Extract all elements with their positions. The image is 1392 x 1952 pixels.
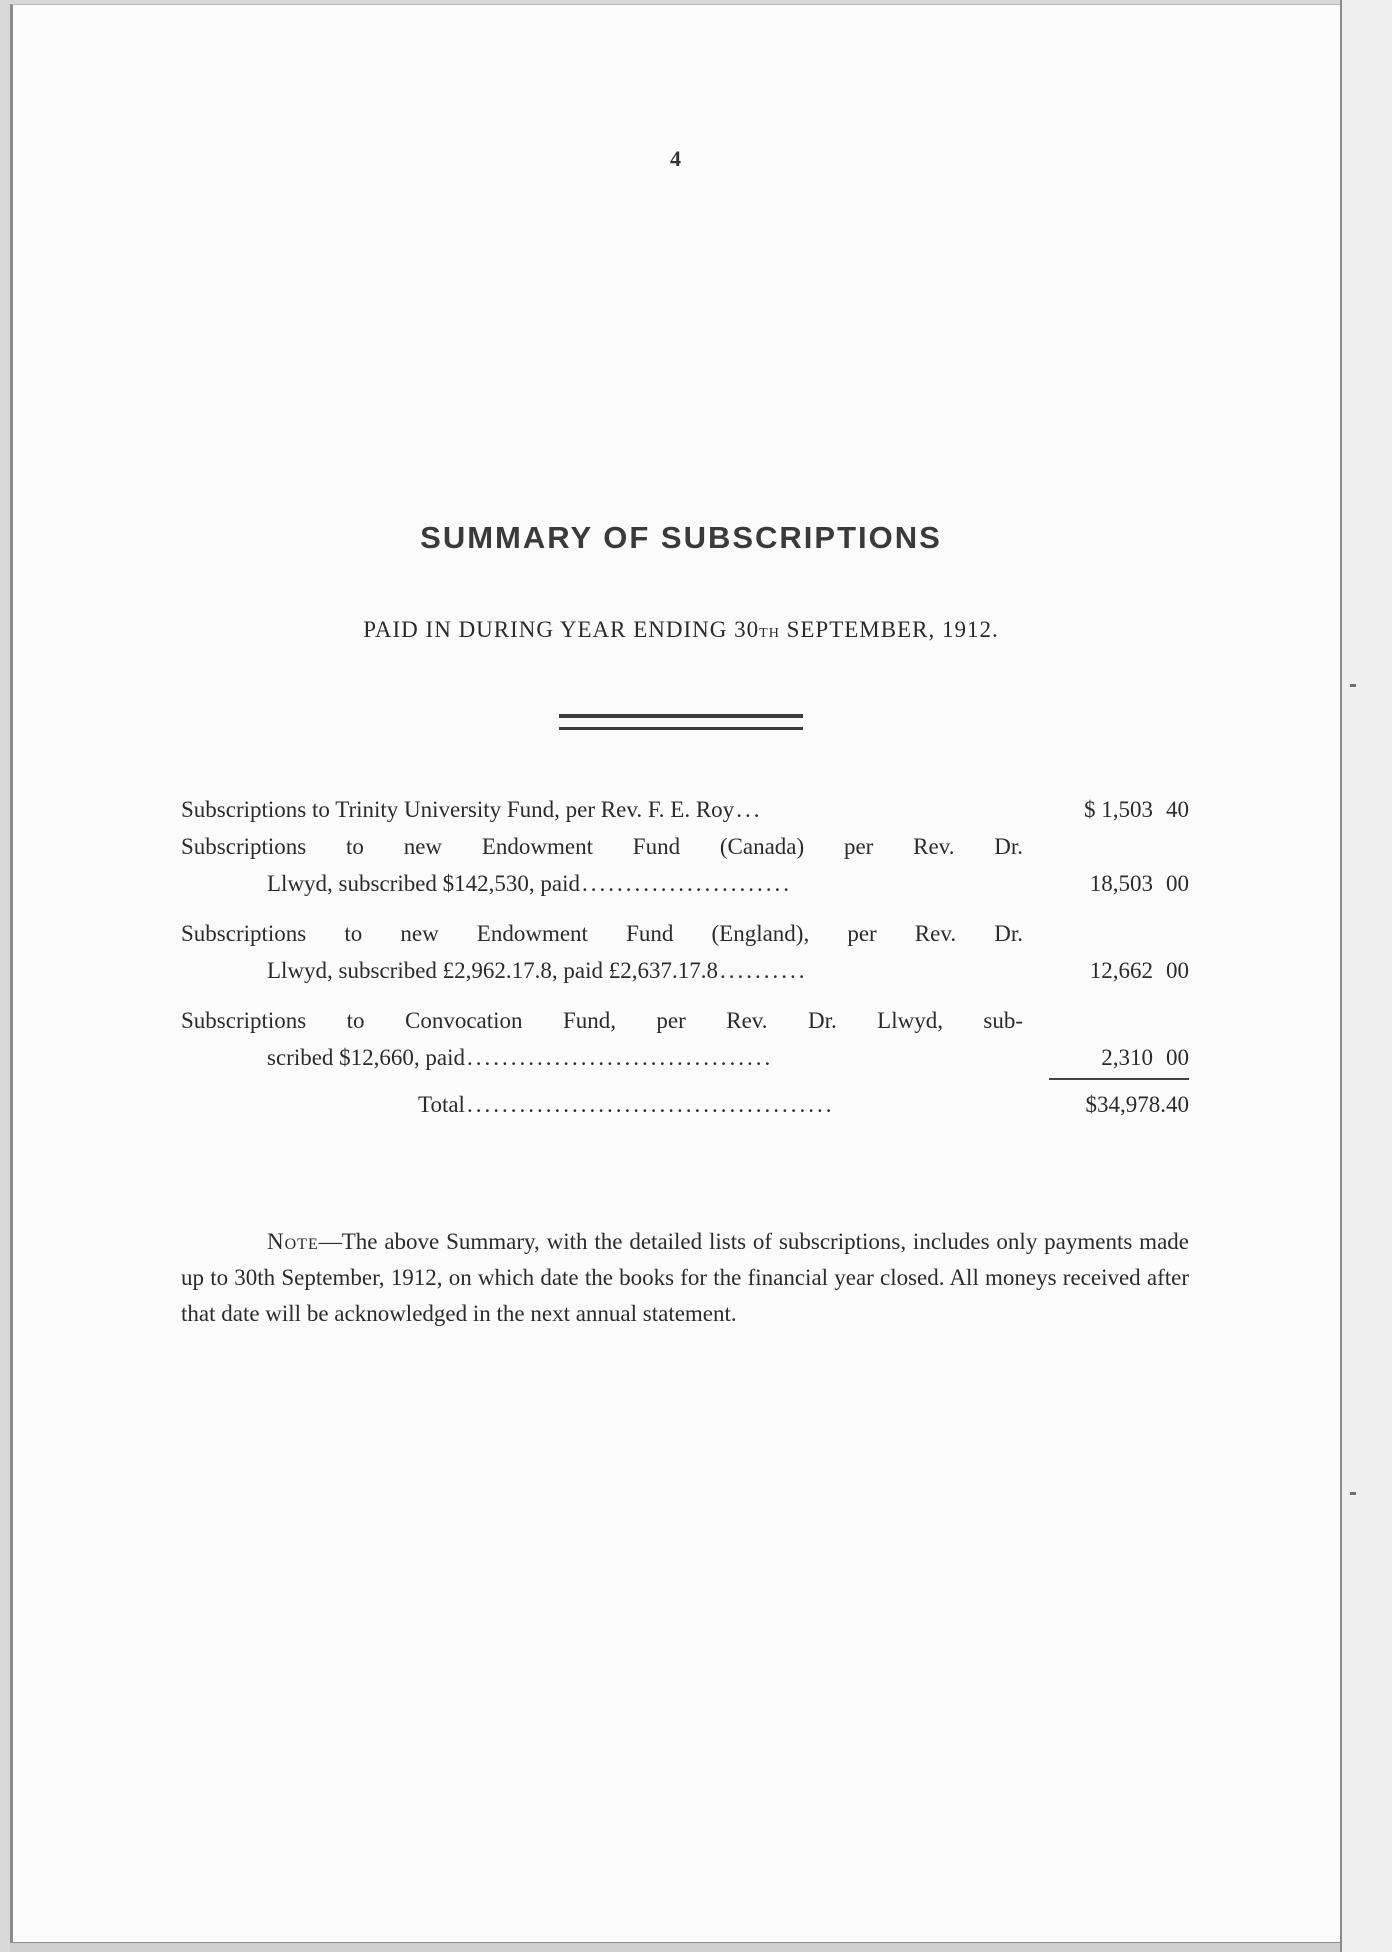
entry-description bbox=[181, 791, 1023, 828]
amount-dollars: 12,662 bbox=[1089, 958, 1153, 983]
dot-leader: .......................................... bbox=[466, 1092, 835, 1117]
entry-text: scribed $12,660, paid bbox=[267, 1045, 466, 1070]
edge-mark bbox=[1350, 1492, 1356, 1495]
dot-leader: ........................ bbox=[582, 871, 793, 896]
amount-cents: 00 bbox=[1166, 958, 1189, 983]
entry-amount bbox=[1023, 1039, 1189, 1080]
footnote bbox=[181, 1224, 1189, 1332]
total-row bbox=[181, 1084, 1189, 1126]
total-description bbox=[181, 1084, 1023, 1126]
amount-underlined bbox=[1049, 1039, 1189, 1080]
currency-sign: $ bbox=[1084, 797, 1102, 822]
entry-description bbox=[181, 952, 1023, 989]
dot-leader: .......... bbox=[720, 958, 808, 983]
total-label: Total bbox=[418, 1092, 465, 1117]
entry-text: Llwyd, subscribed $142,530, paid bbox=[267, 871, 581, 896]
edge-mark bbox=[1350, 684, 1356, 687]
entry-description bbox=[181, 865, 1023, 902]
page-title: SUMMARY OF SUBSCRIPTIONS bbox=[420, 520, 942, 555]
total-amount: $34,978.40 bbox=[1085, 1092, 1189, 1117]
entry-amount bbox=[1023, 791, 1189, 828]
subtitle-text: SEPTEMBER, 1912. bbox=[779, 617, 999, 642]
entry-description bbox=[181, 1039, 1023, 1076]
subtitle-ordinal-suffix: TH bbox=[759, 626, 780, 641]
double-rule-top bbox=[559, 714, 803, 718]
ledger-entry bbox=[181, 828, 1189, 902]
entry-amount bbox=[1023, 952, 1189, 989]
entry-amount bbox=[1023, 865, 1189, 902]
amount-dollars: 18,503 bbox=[1089, 871, 1153, 896]
page-bottom-edge bbox=[10, 1942, 1340, 1952]
amount-dollars: 2,310 bbox=[1101, 1045, 1153, 1070]
amount-cents: 00 bbox=[1166, 871, 1189, 896]
entry-text: Subscriptions to new Endowment Fund (Canada) per Rev. Dr. bbox=[181, 834, 1023, 859]
note-lead: Note bbox=[267, 1229, 319, 1254]
subscriptions-ledger bbox=[181, 791, 1189, 1126]
page-number: 4 bbox=[670, 146, 681, 171]
amount-cents: 00 bbox=[1166, 1045, 1189, 1070]
page-subtitle bbox=[0, 617, 1362, 643]
subtitle-text: PAID IN DURING YEAR ENDING 30 bbox=[363, 617, 760, 642]
entry-text: Llwyd, subscribed £2,962.17.8, paid £2,637.17.8 bbox=[267, 958, 719, 983]
entry-text: Subscriptions to Trinity University Fund, per Rev. F. E. Roy bbox=[181, 797, 735, 822]
dot-leader: ................................... bbox=[467, 1045, 774, 1070]
amount-cents: 40 bbox=[1166, 797, 1189, 822]
note-text: —The above Summary, with the detailed lists of subscriptions, includes only payments made up to 30th September, 1912, on which date the books for the financial year closed. All moneys received after that date will be acknowledged in the next annual statement. bbox=[181, 1229, 1189, 1326]
entry-text: Subscriptions to Convocation Fund, per Rev. Dr. Llwyd, sub- bbox=[181, 1008, 1023, 1033]
dot-leader: ... bbox=[736, 797, 763, 822]
entry-text: Subscriptions to new Endowment Fund (England), per Rev. Dr. bbox=[181, 921, 1023, 946]
ledger-entry bbox=[181, 915, 1189, 989]
ledger-entry bbox=[181, 791, 1189, 828]
page-edge bbox=[1340, 0, 1392, 1952]
double-rule-bottom bbox=[559, 727, 803, 730]
amount-dollars: 1,503 bbox=[1101, 797, 1153, 822]
ledger-entry bbox=[181, 1002, 1189, 1076]
